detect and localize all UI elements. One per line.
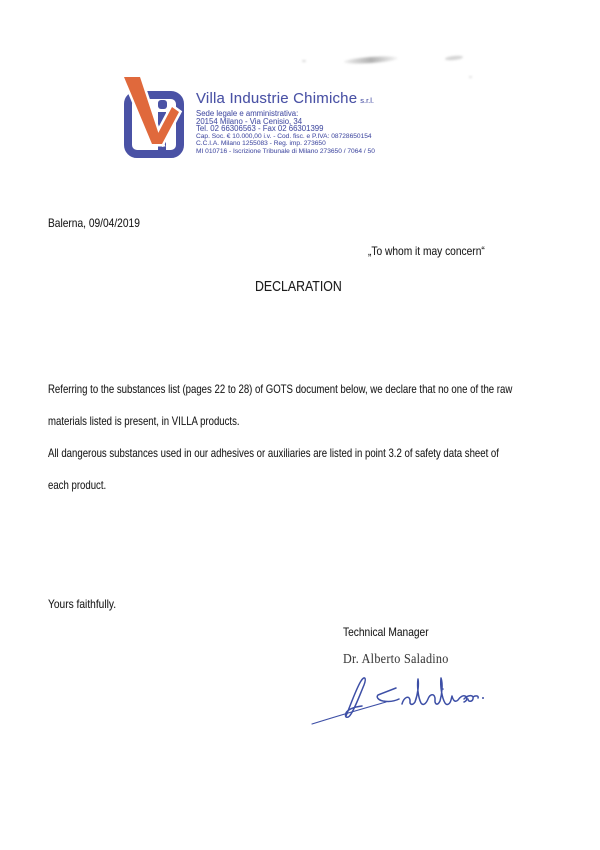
- scan-smudge: [302, 60, 306, 62]
- body-line: each product.: [48, 478, 107, 492]
- address-line: MI 010716 - Iscrizione Tribunale di Milano 273650 / 7064 / 50: [196, 147, 375, 155]
- scan-smudge: [469, 76, 472, 78]
- signature-image: [306, 664, 486, 728]
- signer-title: Technical Manager: [343, 625, 429, 639]
- address-line: Cap. Soc. € 10.000,00 i.v. - Cod. fisc. e P.IVA: 08728650154: [196, 132, 372, 140]
- company-address-block: [196, 110, 375, 155]
- address-line: 20154 Milano - Via Cenisio, 34: [196, 116, 303, 126]
- body-line: materials listed is present, in VILLA products.: [48, 414, 240, 428]
- scan-smudge: [445, 55, 463, 61]
- address-line: C.C.I.A. Milano 1255083 - Reg. imp. 273650: [196, 140, 326, 147]
- body-line: All dangerous substances used in our adhesives or auxiliaries are listed in point 3.2 of safety data sheet of: [48, 446, 499, 460]
- salutation: „To whom it may concern“: [368, 244, 485, 258]
- closing: Yours faithfully.: [48, 597, 117, 611]
- body-line: Referring to the substances list (pages 22 to 28) of GOTS document below, we declare that no one of the raw: [48, 382, 513, 396]
- signer-name: Dr. Alberto Saladino: [343, 651, 449, 666]
- company-suffix: s.r.l.: [360, 96, 375, 105]
- address-line: Tel. 02 66306563 - Fax 02 66301399: [196, 124, 324, 133]
- letter-title: DECLARATION: [255, 279, 342, 295]
- villa-logo-icon: [112, 77, 194, 161]
- letter-date: Balerna, 09/04/2019: [48, 216, 140, 230]
- address-line: Sede legale e amministrativa:: [196, 109, 299, 118]
- scan-smudge: [344, 55, 398, 65]
- company-name-text: Villa Industrie Chimiche: [196, 90, 358, 107]
- company-name: [196, 90, 374, 107]
